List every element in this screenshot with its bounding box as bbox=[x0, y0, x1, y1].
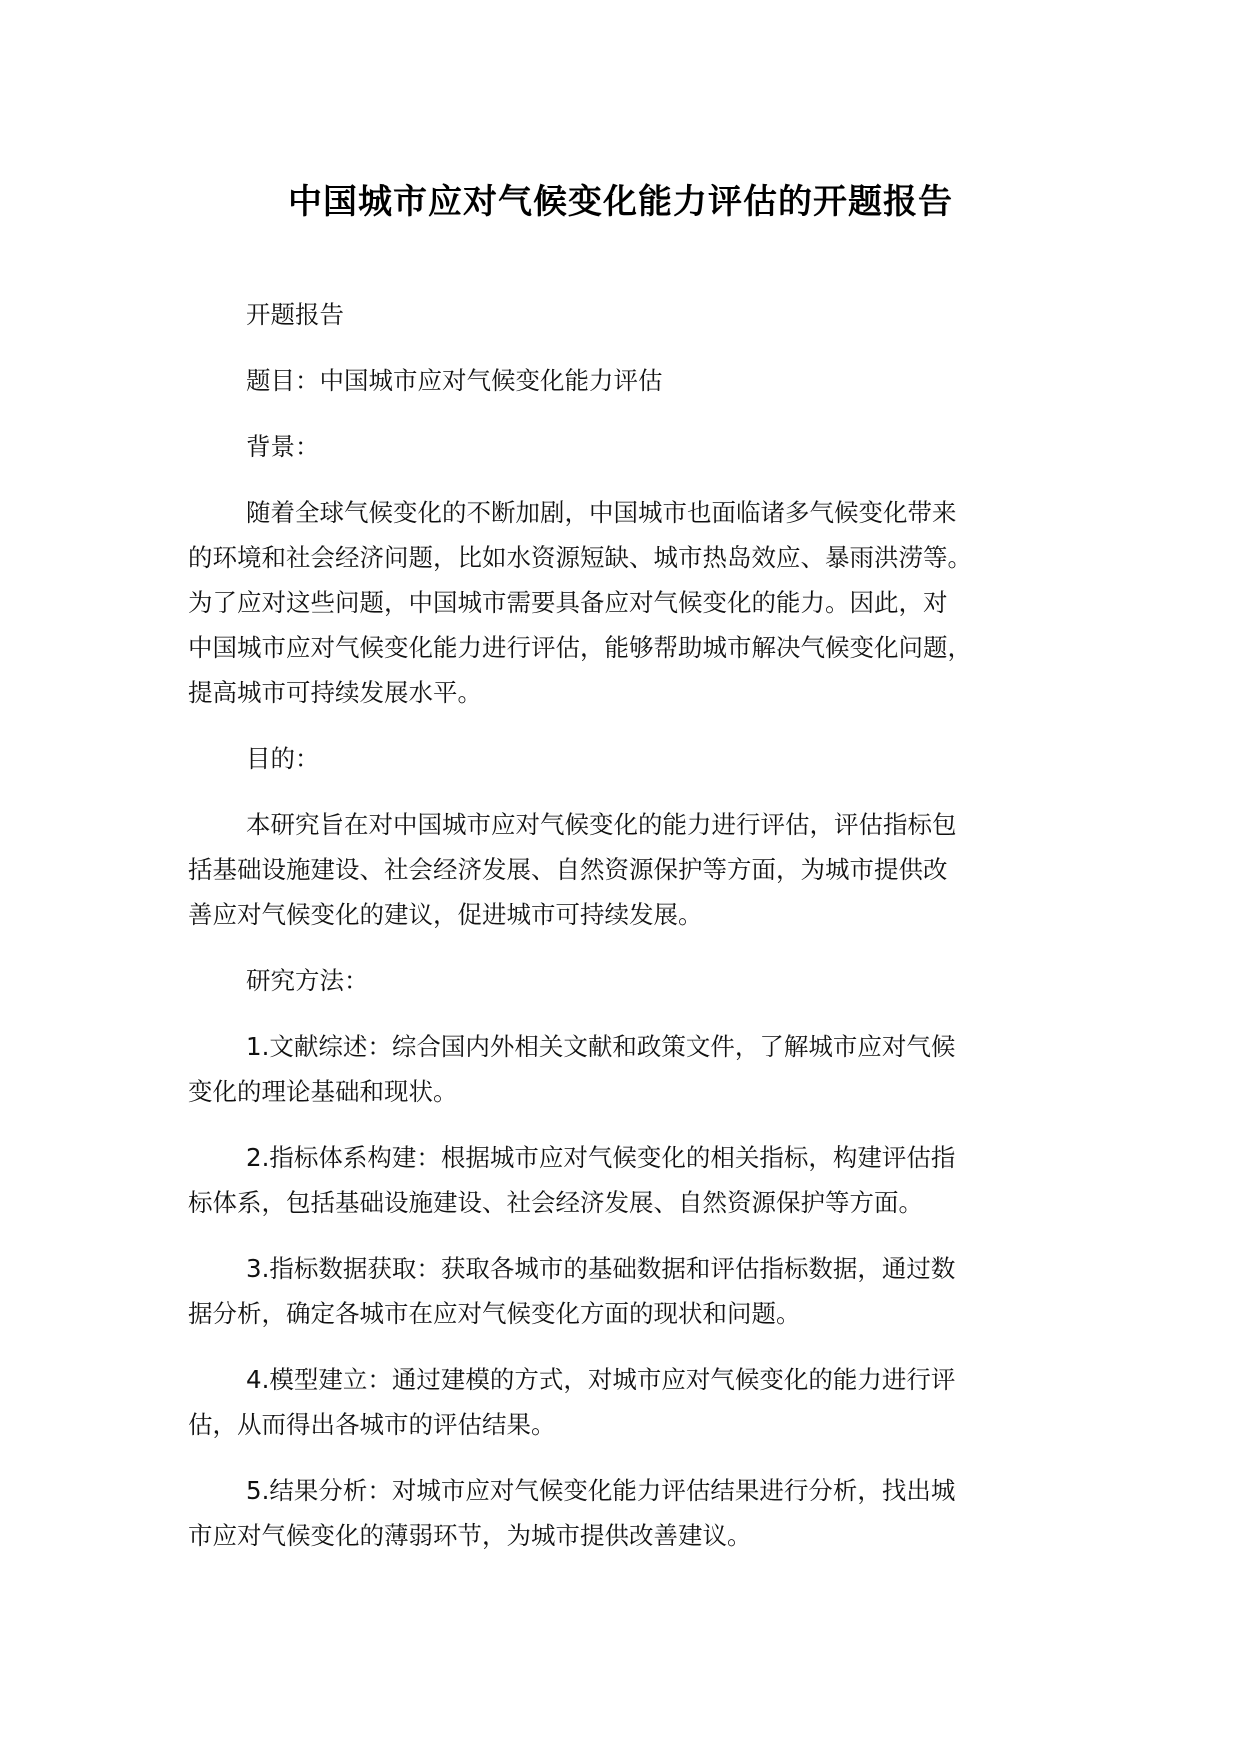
paragraph-line: 1.文献综述：综合国内外相关文献和政策文件，了解城市应对气候 bbox=[246, 1032, 956, 1061]
paragraph-line: 提高城市可持续发展水平。 bbox=[188, 678, 482, 707]
method-item-1 bbox=[188, 1024, 1088, 1114]
method-item-3 bbox=[188, 1246, 1088, 1336]
paragraph-line: 开题报告 bbox=[246, 300, 344, 329]
method-item-5 bbox=[188, 1468, 1088, 1558]
paragraph-line: 善应对气候变化的建议，促进城市可持续发展。 bbox=[188, 900, 703, 929]
paragraph-line: 的环境和社会经济问题，比如水资源短缺、城市热岛效应、暴雨洪涝等。 bbox=[188, 543, 972, 572]
heading-background bbox=[188, 424, 1088, 469]
paragraph-line: 据分析，确定各城市在应对气候变化方面的现状和问题。 bbox=[188, 1299, 801, 1328]
paragraph-line: 标体系，包括基础设施建设、社会经济发展、自然资源保护等方面。 bbox=[188, 1188, 923, 1217]
paragraph-line: 3.指标数据获取：获取各城市的基础数据和评估指标数据，通过数 bbox=[246, 1254, 956, 1283]
paragraph-line: 5.结果分析：对城市应对气候变化能力评估结果进行分析，找出城 bbox=[246, 1476, 956, 1505]
paragraph-line: 为了应对这些问题，中国城市需要具备应对气候变化的能力。因此，对 bbox=[188, 588, 948, 617]
paragraph-line: 4.模型建立：通过建模的方式，对城市应对气候变化的能力进行评 bbox=[246, 1365, 956, 1394]
heading-purpose bbox=[188, 736, 1088, 781]
heading-methods bbox=[188, 958, 1088, 1003]
paragraph-line: 估，从而得出各城市的评估结果。 bbox=[188, 1410, 556, 1439]
document-body bbox=[188, 292, 1088, 1579]
paragraph-purpose bbox=[188, 802, 1088, 937]
paragraph-line: 括基础设施建设、社会经济发展、自然资源保护等方面，为城市提供改 bbox=[188, 855, 948, 884]
paragraph-line: 随着全球气候变化的不断加剧，中国城市也面临诸多气候变化带来 bbox=[246, 498, 957, 527]
paragraph-topic bbox=[188, 358, 1088, 403]
paragraph-line: 研究方法： bbox=[246, 966, 369, 995]
paragraph-line: 本研究旨在对中国城市应对气候变化的能力进行评估，评估指标包 bbox=[246, 810, 957, 839]
method-item-2 bbox=[188, 1135, 1088, 1225]
paragraph-line: 2.指标体系构建：根据城市应对气候变化的相关指标，构建评估指 bbox=[246, 1143, 956, 1172]
paragraph-report-label bbox=[188, 292, 1088, 337]
paragraph-line: 市应对气候变化的薄弱环节，为城市提供改善建议。 bbox=[188, 1521, 752, 1550]
paragraph-line: 目的： bbox=[246, 744, 320, 773]
document-title: 中国城市应对气候变化能力评估的开题报告 bbox=[288, 182, 953, 222]
paragraph-line: 变化的理论基础和现状。 bbox=[188, 1077, 458, 1106]
paragraph-background bbox=[188, 490, 1088, 715]
paragraph-line: 中国城市应对气候变化能力进行评估，能够帮助城市解决气候变化问题， bbox=[188, 633, 972, 662]
paragraph-line: 题目：中国城市应对气候变化能力评估 bbox=[246, 366, 663, 395]
paragraph-line: 背景： bbox=[246, 432, 320, 461]
method-item-4 bbox=[188, 1357, 1088, 1447]
